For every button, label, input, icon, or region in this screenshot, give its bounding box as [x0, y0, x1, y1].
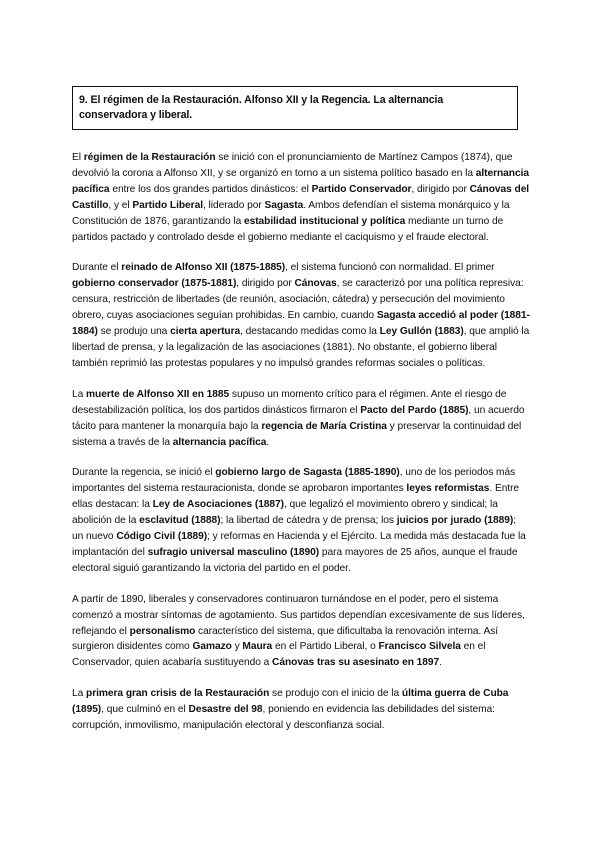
bold-text-run: primera gran crisis de la Restauración [86, 688, 270, 700]
text-run: , y el [108, 199, 133, 211]
bold-text-run: Cánovas [294, 278, 337, 290]
bold-text-run: Partido Liberal [132, 199, 203, 211]
bold-text-run: última guerra de Cuba (1895) [72, 688, 509, 716]
bold-text-run: personalismo [129, 625, 196, 637]
bold-text-run: Ley Gullón (1883) [379, 326, 464, 338]
title-box [72, 86, 518, 130]
text-run: . [439, 657, 442, 669]
text-run: se inició con el pronunciamiento de Martínez Campos (1874), que devolvió la corona a Alfonso XII, y se organizó en torno a un sistema político basado en la [72, 152, 513, 179]
text-run: , uno de los periodos más importantes del sistema restauracionista, donde se aprobaron importantes [72, 467, 516, 495]
bold-text-run: leyes reformistas [406, 483, 490, 495]
text-run: La [72, 688, 87, 700]
text-run: característico del sistema, que dificultaba la renovación interna. Así surgieron disidentes como [72, 625, 499, 653]
paragraph-5 [72, 592, 530, 672]
text-run: , que culminó en el [101, 704, 189, 716]
text-run: , destacando medidas como la [240, 326, 380, 338]
text-run: A partir de 1890, liberales y conservadores continuaron turnándose en el poder, pero el sistema comenzó a mostrar síntomas de agotamiento. Sus partidos dependían excesivamente de sus líderes, reflejando el [72, 593, 525, 637]
bold-text-run: gobierno conservador (1875-1881) [72, 278, 237, 290]
bold-text-run: Gamazo [192, 641, 232, 653]
text-run: supuso un momento crítico para el régimen. Ante el riesgo de desestabilización política, los dos partidos dinásticos firmaron el [72, 388, 507, 416]
bold-text-run: Desastre del 98 [188, 704, 263, 716]
text-run: Durante el [72, 262, 122, 274]
text-run: , se caracterizó por una política represiva: censura, restricción de libertades (de reunión, asociación, cátedra) y persecución del movimiento obrero, cuyas asociaciones seguían prohibidas. En cambio, cuando [72, 278, 524, 322]
text-run: en el Partido Liberal, o [272, 641, 379, 653]
text-run: se produjo una [97, 326, 171, 338]
paragraph-4 [72, 465, 530, 576]
text-run: , el sistema funcionó con normalidad. El primer [285, 262, 495, 274]
text-run: para mayores de 25 años, aunque el fraude electoral siguió garantizando la victoria del partido en el poder. [72, 546, 518, 574]
bold-text-run: esclavitud (1888) [139, 515, 221, 527]
text-run: . [266, 436, 270, 448]
bold-text-run: Ley de Asociaciones (1887) [152, 499, 284, 511]
text-run: se produjo con el inicio de la [269, 688, 402, 700]
bold-text-run: Código Civil (1889) [116, 531, 208, 543]
text-run: , que legalizó el movimiento obrero y sindical; la abolición de la [72, 499, 498, 527]
text-run: Durante la regencia, se inició el [72, 467, 216, 479]
bold-text-run: alternancia pacífica [72, 167, 529, 195]
paragraph-1 [72, 150, 530, 245]
bold-text-run: estabilidad institucional y política [243, 215, 406, 227]
text-run: El [72, 152, 84, 163]
text-run: ; y reformas en Hacienda y el Ejército. La medida más destacada fue la implantación del [72, 531, 526, 558]
bold-text-run: Pacto del Pardo (1885) [360, 404, 469, 416]
bold-text-run: Sagasta [264, 199, 304, 211]
bold-text-run: reinado de Alfonso XII (1875-1885) [121, 262, 286, 274]
text-run: y preservar la continuidad del sistema a través de la [72, 420, 522, 448]
bold-text-run: Maura [242, 641, 273, 653]
bold-text-run: cierta apertura [170, 326, 241, 338]
paragraph-3 [72, 387, 530, 451]
bold-text-run: Cánovas del Castillo [72, 183, 530, 211]
text-run: , dirigido por [411, 183, 470, 195]
text-run: , liderado por [202, 199, 265, 211]
document-title: 9. El régimen de la Restauración. Alfonso XII y la Regencia. La alternancia conservadora y liberal. [79, 94, 444, 121]
bold-text-run: Sagasta accedió al poder (1881-1884) [72, 310, 530, 338]
text-run: . Entre ellas destacan: la [72, 483, 520, 511]
bold-text-run: alternancia pacífica [172, 436, 267, 448]
text-run: entre los dos grandes partidos dinásticos: el [109, 183, 312, 195]
text-run: , que amplió la libertad de prensa, y la legalización de las asociaciones (1881). No obstante, el gobierno liberal también reprimió las protestas populares y no impulsó grandes reformas sociales o políticas. [72, 326, 530, 369]
paragraph-6 [72, 686, 530, 734]
text-run: ; un nuevo [72, 515, 517, 543]
text-run: , dirigido por [236, 278, 295, 290]
paragraph-2 [72, 260, 530, 371]
text-run: , poniendo en evidencia las debilidades del sistema: corrupción, inmovilismo, manipulación electoral y desconfianza social. [72, 704, 495, 732]
text-run: y [231, 641, 243, 653]
bold-text-run: gobierno largo de Sagasta (1885-1890) [215, 467, 400, 479]
bold-text-run: régimen de la Restauración [83, 152, 216, 163]
bold-text-run: muerte de Alfonso XII en 1885 [86, 388, 230, 400]
bold-text-run: sufragio universal masculino (1890) [147, 546, 320, 558]
bold-text-run: Cánovas tras su asesinato en 1897 [272, 657, 440, 669]
text-run: ; la libertad de cátedra y de prensa; los [220, 515, 397, 527]
bold-text-run: Francisco Silvela [378, 641, 461, 653]
text-run: , un acuerdo tácito para mantener la monarquía bajo la [72, 404, 525, 432]
text-run: . Ambos defendían el sistema monárquico y la Constitución de 1876, garantizando la [72, 199, 510, 227]
bold-text-run: juicios por jurado (1889) [396, 515, 514, 527]
text-run: en el Conservador, quien acabaría sustituyendo a [72, 641, 486, 669]
text-run: La [72, 388, 87, 400]
bold-text-run: regencia de María Cristina [261, 420, 387, 432]
bold-text-run: Partido Conservador [311, 183, 412, 195]
document-body [72, 150, 530, 749]
text-run: mediante un turno de partidos pactado y controlado desde el gobierno mediante el caciquismo y el fraude electoral. [72, 215, 504, 243]
